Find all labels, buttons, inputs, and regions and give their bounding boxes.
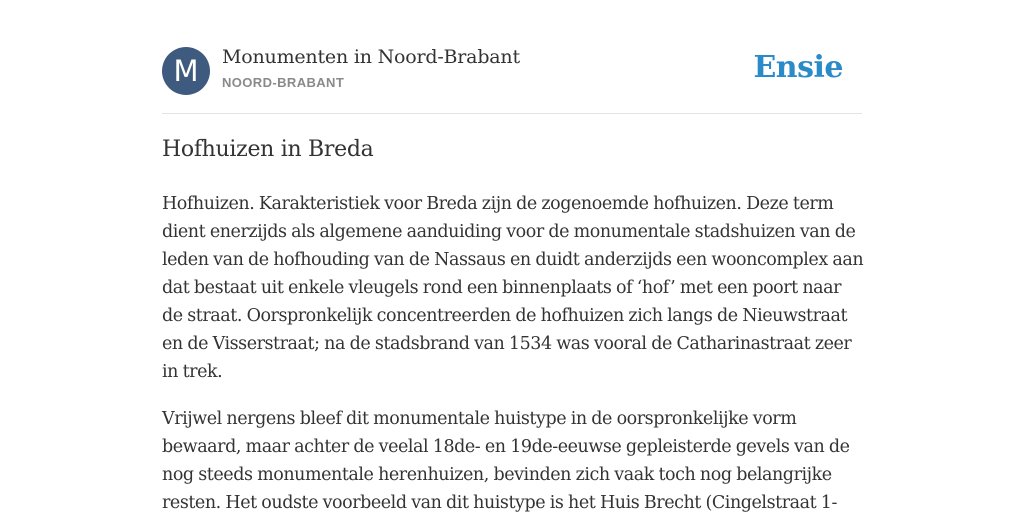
article-title: Hofhuizen in Breda [162, 137, 374, 162]
site-title[interactable]: Monumenten in Noord-Brabant [222, 46, 520, 68]
avatar[interactable]: M [162, 47, 210, 95]
brand-logo[interactable]: Ensie [753, 50, 843, 85]
site-subtitle[interactable]: NOORD-BRABANT [222, 75, 345, 90]
header-divider [162, 113, 862, 114]
article-paragraph-1: Hofhuizen. Karakteristiek voor Breda zijn de zogenoemde hofhuizen. Deze term dient enerzijds als algemene aanduiding voor de monumentale stadshuizen van de leden van de hofhouding van de Nassaus en duidt anderzijds een wooncomplex aan dat bestaat uit enkele vleugels rond een binnenplaats of ‘hof’ met een poort naar de straat. Oorspronkelijk concentreerden de hofhuizen zich langs de Nieuwstraat en de Visserstraat; na de stadsbrand van 1534 was vooral de Catharinastraat zeer in trek. [162, 194, 864, 382]
article-body [162, 190, 866, 512]
article-paragraph-2: Vrijwel nergens bleef dit monumentale huistype in de oorspronkelijke vorm bewaard, maar achter de veelal 18de- en 19de-eeuwse gepleisterde gevels van de nog steeds monumentale herenhuizen, bevinden zich vaak toch nog belangrijke resten. Het oudste voorbeeld van dit huistype is het Huis Brecht (Cingelstraat 1- [162, 409, 850, 512]
site-header [162, 46, 862, 96]
